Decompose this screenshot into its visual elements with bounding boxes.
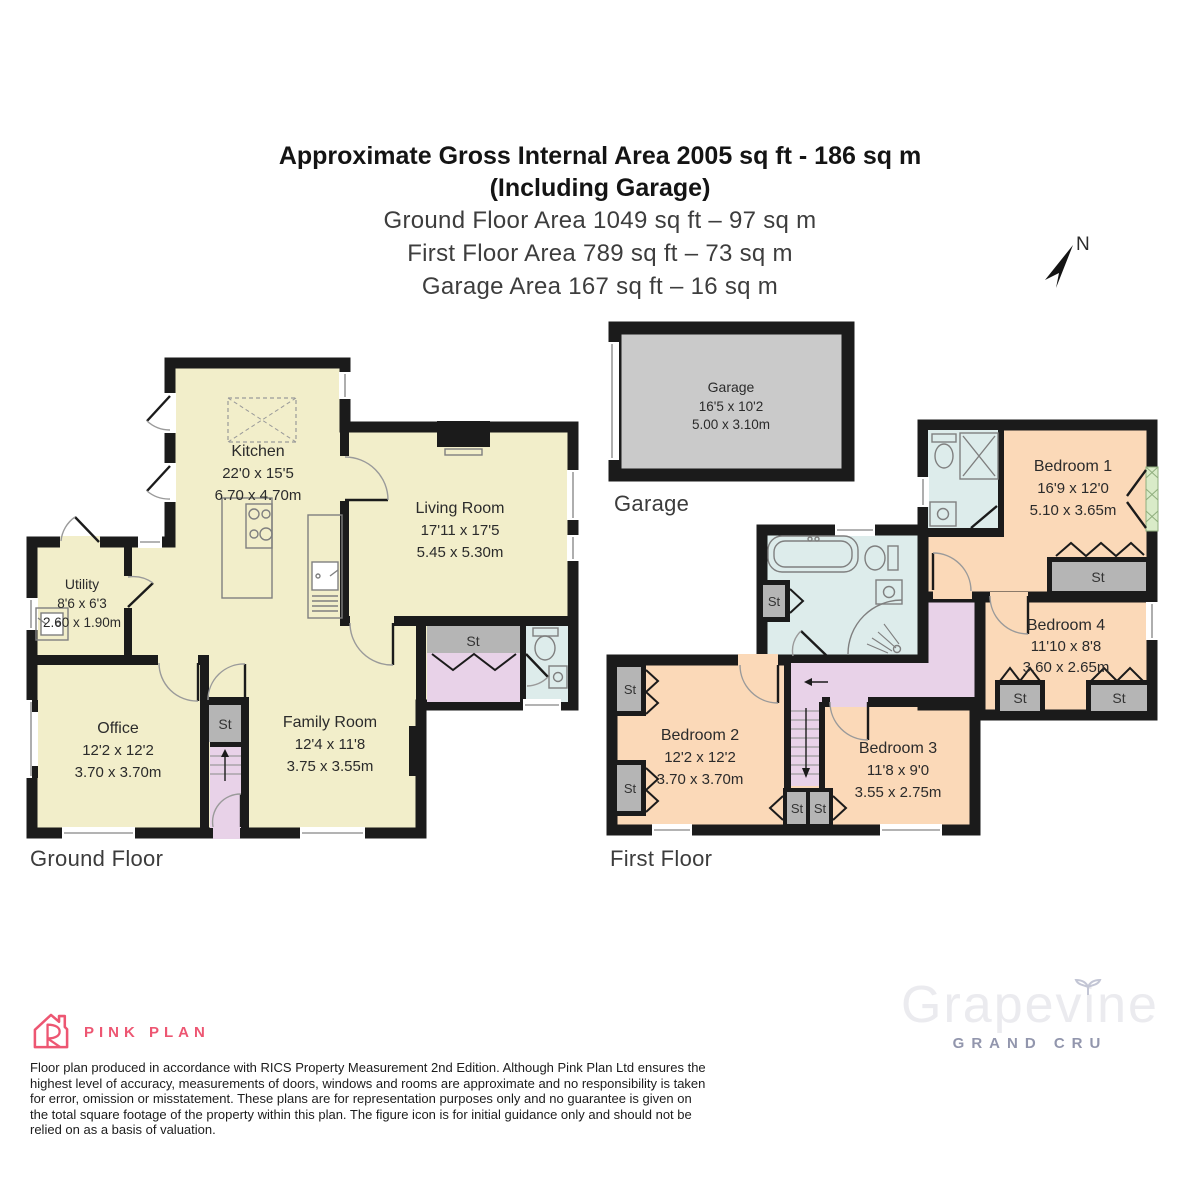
grand-cru-subtitle: GRAND CRU [952, 1035, 1108, 1052]
living-room-dims-ft: 17'11 x 17'5 [420, 522, 500, 539]
title-line-1: Approximate Gross Internal Area 2005 sq ft - 186 sq m [278, 142, 922, 170]
garage-dims-ft: 16'5 x 10'2 [698, 399, 764, 414]
bedroom3-dims-ft: 11'8 x 9'0 [866, 762, 930, 779]
family-room-name: Family Room [282, 714, 378, 731]
bedroom1-dims-m: 5.10 x 3.65m [1029, 502, 1117, 519]
ground-floor-plan [26, 363, 579, 839]
kitchen-name: Kitchen [231, 443, 285, 460]
title-line-4: First Floor Area 789 sq ft – 73 sq m [407, 240, 793, 267]
bedroom4-dims-m: 3.60 x 2.65m [1022, 659, 1110, 676]
bedroom1-dims-ft: 16'9 x 12'0 [1037, 480, 1109, 497]
bedroom1-name: Bedroom 1 [1033, 458, 1113, 475]
office-name: Office [97, 720, 139, 737]
disclaimer-text: Floor plan produced in accordance with RICS Property Measurement 2nd Edition. Although Pink Plan Ltd ensures the highest level of accuracy, measurements of doors, windows and rooms are approximate and no responsibility is taken for error, omission or misstatement. These plans are for representation purposes only and no guarantee is given on the total square footage of the property within this plan. The figure icon is for initial guidance only and should not be relied on as a basis of valuation. [30, 1060, 706, 1138]
kitchen-dims-m: 6.70 x 4.70m [214, 487, 302, 504]
bedroom2-dims-m: 3.70 x 3.70m [656, 771, 744, 788]
bedroom4-dims-ft: 11'10 x 8'8 [1030, 638, 1102, 655]
utility-dims-m: 2.60 x 1.90m [42, 615, 122, 630]
first-floor-plan [612, 425, 1158, 836]
north-label: N [1076, 234, 1090, 255]
grapevine-wordmark: Grapevine [901, 976, 1159, 1034]
utility-dims-ft: 8'6 x 6'3 [57, 596, 107, 611]
storage-label: St [1112, 690, 1126, 706]
bedroom3-dims-m: 3.55 x 2.75m [854, 784, 942, 801]
garage-plan [605, 328, 848, 475]
north-arrow-icon [1045, 234, 1090, 288]
garage-caption: Garage [614, 491, 690, 516]
ground-floor-caption: Ground Floor [30, 846, 164, 871]
storage-label: St [767, 594, 781, 609]
storage-label: St [813, 801, 827, 816]
family-room-dims-ft: 12'4 x 11'8 [294, 736, 366, 753]
living-room-dims-m: 5.45 x 5.30m [416, 544, 504, 561]
title-line-5: Garage Area 167 sq ft – 16 sq m [421, 273, 779, 300]
family-room-dims-m: 3.75 x 3.55m [286, 758, 374, 775]
storage-label: St [466, 633, 480, 649]
kitchen-dims-ft: 22'0 x 15'5 [222, 465, 294, 482]
garage-dims-m: 5.00 x 3.10m [691, 417, 771, 432]
garage-name: Garage [707, 379, 755, 395]
title-line-3: Ground Floor Area 1049 sq ft – 97 sq m [383, 207, 817, 234]
pink-plan-wordmark: PINK PLAN [84, 1024, 210, 1041]
vine-leaves-icon [1068, 977, 1108, 997]
utility-name: Utility [64, 576, 100, 592]
pink-plan-logo [28, 1008, 74, 1059]
house-icon [28, 1008, 74, 1054]
grapevine-watermark [900, 975, 1160, 1052]
office-dims-m: 3.70 x 3.70m [74, 764, 162, 781]
storage-label: St [623, 682, 637, 697]
bedroom2-name: Bedroom 2 [660, 727, 740, 744]
bedroom2-dims-ft: 12'2 x 12'2 [664, 749, 736, 766]
storage-label: St [1091, 569, 1105, 585]
bedroom3-name: Bedroom 3 [858, 740, 938, 757]
ensuite [928, 430, 1004, 537]
title-line-2: (Including Garage) [489, 174, 711, 202]
wc-floor [526, 626, 568, 702]
storage-label: St [218, 716, 232, 732]
first-floor-caption: First Floor [610, 846, 713, 871]
bedroom4-name: Bedroom 4 [1026, 617, 1106, 634]
living-room-name: Living Room [415, 500, 505, 517]
storage-label: St [623, 781, 637, 796]
storage-label: St [1013, 690, 1027, 706]
entrance-hall-floor [210, 785, 241, 828]
storage-label: St [790, 801, 804, 816]
office-dims-ft: 12'2 x 12'2 [82, 742, 154, 759]
